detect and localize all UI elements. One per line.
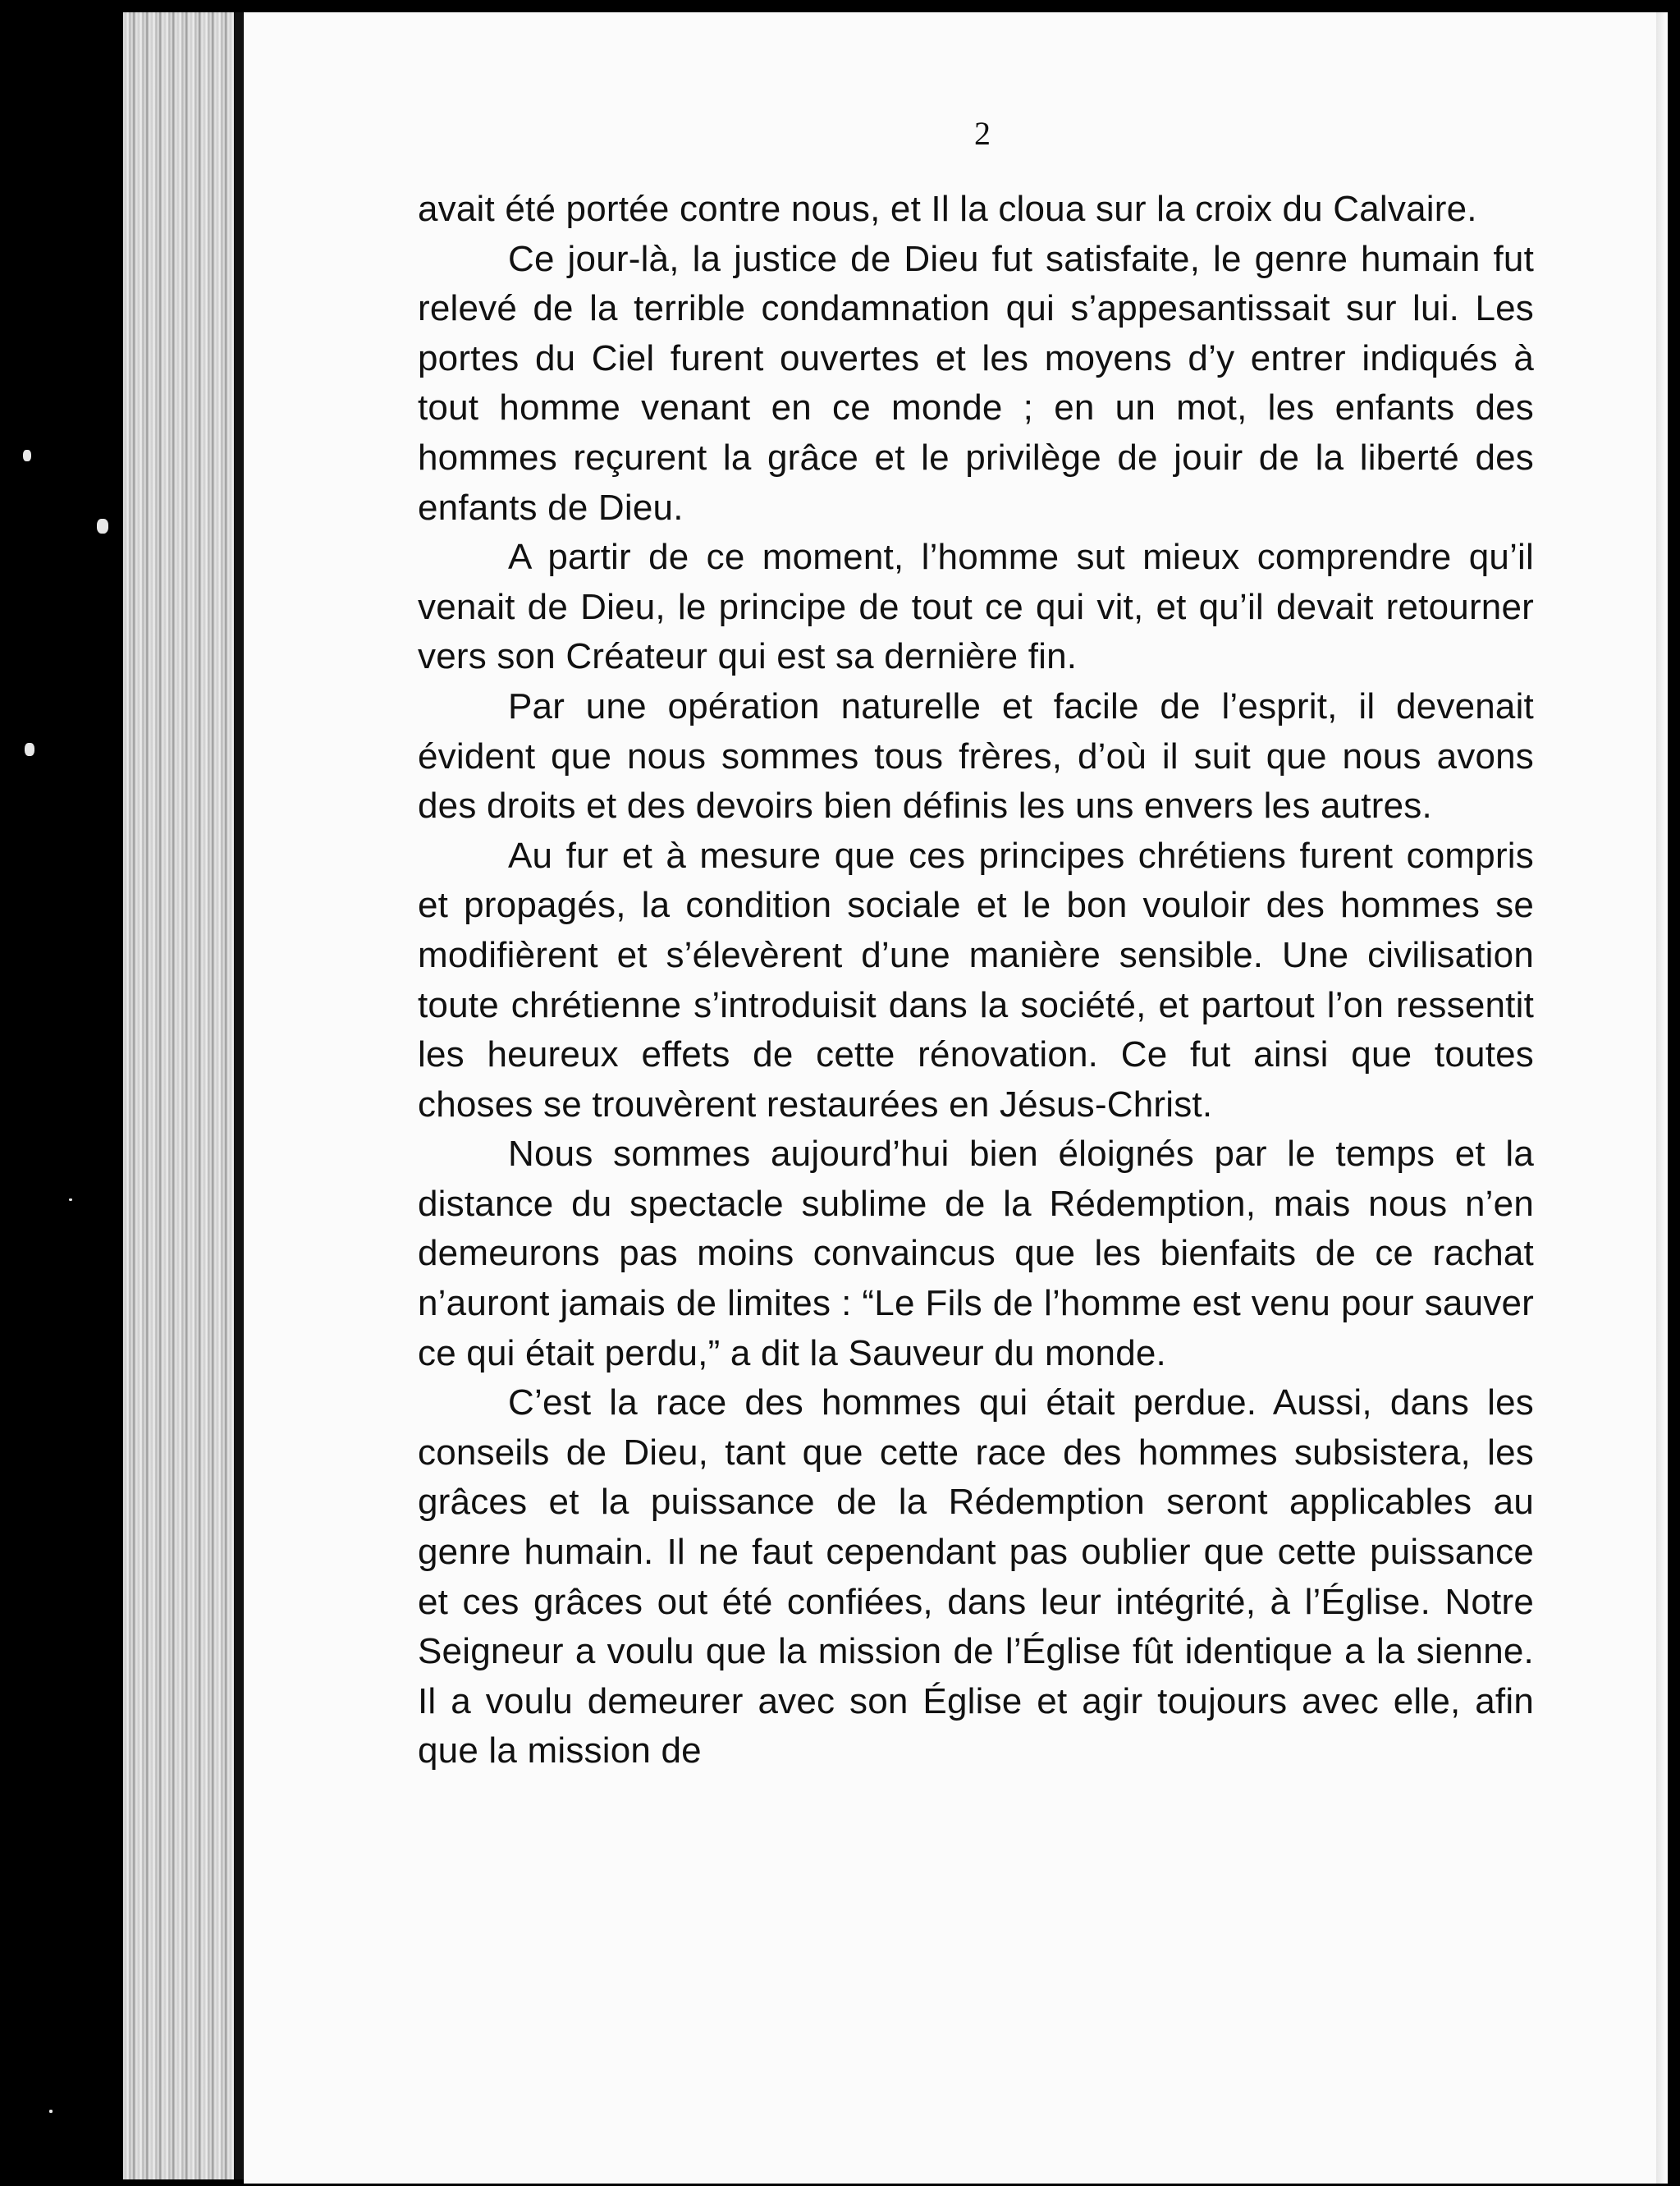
- page-text: [418, 185, 1534, 1776]
- page-edge: [1656, 12, 1668, 2184]
- book-spine-edge: [123, 12, 242, 2179]
- paragraph-7: C’est la race des hommes qui était perdue. Aussi, dans les conseils de Dieu, tant que cette race des hommes subsistera, les grâces et la puissance de la Rédemption seront applicables au genre humain. Il ne faut cependant pas oublier que cette puissance et ces grâces out été confiées, dans leur intégrité, à l’Église. Notre Seigneur a voulu que la mission de l’Église fût identique a la sienne. Il a voulu demeurer avec son Église et agir toujours avec elle, afin que la mission de: [418, 1382, 1534, 1771]
- scan-margin-specks: [0, 0, 123, 2186]
- page-number: 2: [974, 115, 991, 152]
- paragraph-2: Ce jour-là, la justice de Dieu fut satisfaite, le genre humain fut relevé de la terrible condamnation qui s’appesantissait sur lui. Les portes du Ciel furent ouvertes et les moyens d’y entrer indiqués à tout homme venant en ce monde ; en un mot, les enfants des hommes reçurent la grâce et le privilège de jouir de la liberté des enfants de Dieu.: [418, 238, 1534, 528]
- paragraph-6: Nous sommes aujourd’hui bien éloignés par le temps et la distance du spectacle sublime de la Rédemption, mais nous n’en demeurons pas moins convaincus que les bienfaits de ce rachat n’auront jamais de limites : “Le Fils de l’homme est venu pour sauver ce qui était perdu,” a dit la Sauveur du monde.: [418, 1134, 1534, 1373]
- paragraph-4: Par une opération naturelle et facile de l’esprit, il devenait évident que nous sommes tous frères, d’où il suit que nous avons des droits et des devoirs bien définis les uns envers les autres.: [418, 685, 1534, 827]
- spine-shadow: [234, 12, 244, 2179]
- paragraph-5: Au fur et à mesure que ces principes chrétiens furent compris et propagés, la condition sociale et le bon vouloir des hommes se modifièrent et s’élevèrent d’une manière sensible. Une civilisation toute chrétienne s’introduisit dans la société, et partout l’on ressentit les heureux effets de cette rénovation. Ce fut ainsi que toutes choses se trouvèrent restaurées en Jésus-Christ.: [418, 835, 1534, 1125]
- book-page: [244, 12, 1668, 2184]
- paragraph-1: avait été portée contre nous, et Il la cloua sur la croix du Calvaire.: [418, 189, 1477, 229]
- paragraph-3: A partir de ce moment, l’homme sut mieux comprendre qu’il venait de Dieu, le principe de tout ce qui vit, et qu’il devait retourner vers son Créateur qui est sa dernière fin.: [418, 537, 1534, 677]
